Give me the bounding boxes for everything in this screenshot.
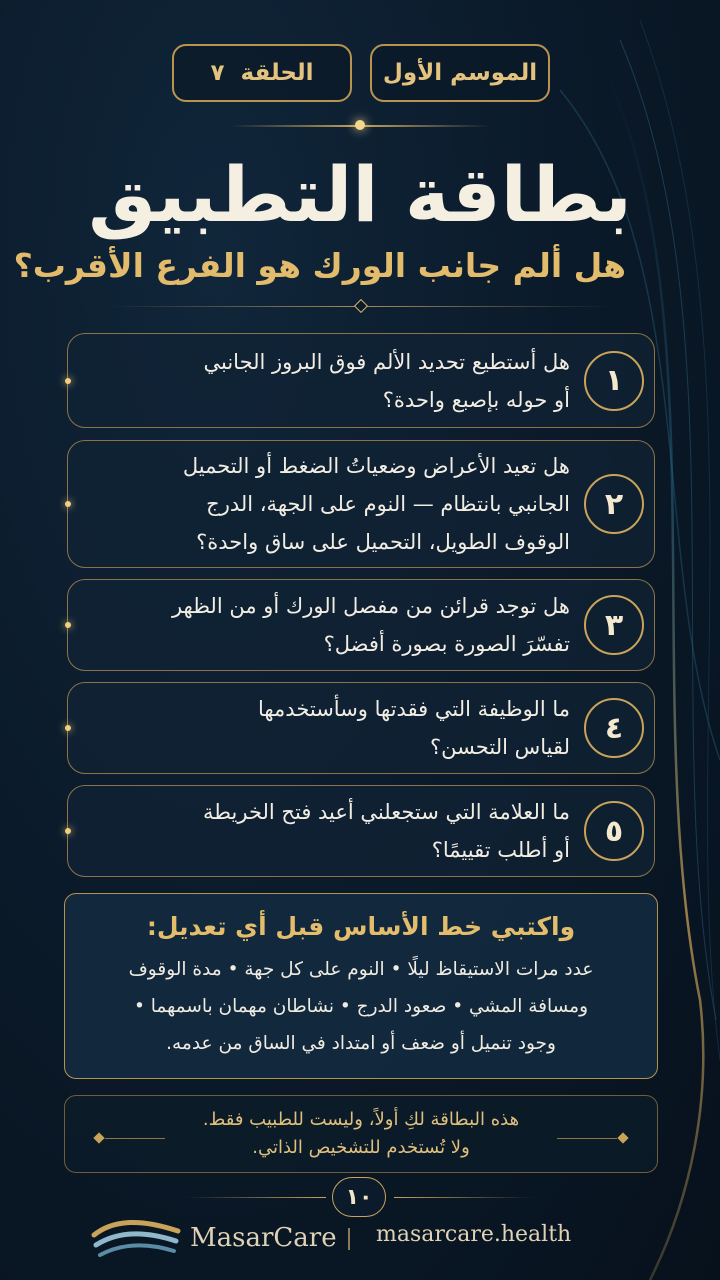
question-line: الوقوف الطويل، التحميل على ساق واحدة؟: [196, 530, 570, 554]
baseline-box: [64, 893, 658, 1079]
page-number-rule-right: [394, 1197, 534, 1198]
question-text: [68, 343, 570, 419]
baseline-line: عدد مرات الاستيقاظ ليلًا • النوم على كل جهة • مدة الوقوف: [128, 959, 594, 980]
question-card-5: [67, 785, 655, 877]
episode-label: الحلقة: [240, 60, 314, 86]
brand-name: MasarCare: [190, 1223, 337, 1253]
card-edge-dot: [65, 725, 71, 731]
question-line: ما العلامة التي ستجعلني أعيد فتح الخريطة: [203, 800, 570, 824]
question-line: لقياس التحسن؟: [429, 735, 570, 759]
diamond-icon: [354, 299, 368, 313]
card-edge-dot: [65, 378, 71, 384]
question-line: تفسّرَ الصورة بصورة أفضل؟: [323, 632, 570, 656]
question-line: هل تعيد الأعراض وضعياتُ الضغط أو التحميل: [182, 454, 570, 478]
baseline-line: ومسافة المشي • صعود الدرج • نشاطان مهمان باسمهما •: [133, 996, 589, 1017]
question-line: الجانبي بانتظام — النوم على الجهة، الدرج: [206, 492, 570, 516]
question-card-3: [67, 579, 655, 671]
disclaimer-rule-right: [557, 1138, 617, 1139]
question-card-2: [67, 440, 655, 568]
disclaimer-line-1: هذه البطاقة لكِ أولاً، وليست للطبيب فقط.: [202, 1109, 520, 1130]
card-edge-dot: [65, 828, 71, 834]
header-divider-star: [355, 120, 365, 130]
question-line: أو حوله بإصبع واحدة؟: [382, 387, 570, 412]
question-line: هل توجد قرائن من مفصل الورك أو من الظهر: [171, 594, 570, 618]
question-number-badge: ١: [584, 351, 644, 411]
card-edge-dot: [65, 622, 71, 628]
question-line: ما الوظيفة التي فقدتها وسأستخدمها: [257, 697, 570, 721]
brand-separator: [348, 1228, 350, 1250]
question-text: [68, 793, 570, 869]
question-card-1: [67, 333, 655, 428]
question-text: [68, 587, 570, 663]
question-number-badge: ٤: [584, 698, 644, 758]
page-subtitle: هل ألم جانب الورك هو الفرع الأقرب؟: [13, 246, 626, 285]
baseline-line: وجود تنميل أو ضعف أو امتداد في الساق من عدمه.: [166, 1033, 556, 1054]
baseline-title: واكتبي خط الأساس قبل أي تعديل:: [146, 912, 576, 941]
season-badge: [370, 44, 550, 102]
page-number: ١٠: [332, 1177, 386, 1217]
disclaimer-line-2: ولا تُستخدم للتشخيص الذاتي.: [252, 1137, 470, 1158]
question-text: [68, 447, 570, 561]
question-text: [68, 690, 570, 766]
episode-badge: [172, 44, 352, 102]
episode-number: ٧: [210, 60, 225, 86]
question-card-4: [67, 682, 655, 774]
baseline-body: [65, 951, 657, 1062]
question-number-badge: ٢: [584, 474, 644, 534]
card-edge-dot: [65, 501, 71, 507]
disclaimer-box: [64, 1095, 658, 1173]
brand-block: [90, 1210, 337, 1266]
disclaimer-rule-left: [105, 1138, 165, 1139]
question-line: أو أطلب تقييمًا؟: [431, 838, 570, 862]
page-title: بطاقة التطبيق: [88, 150, 632, 239]
question-line: هل أستطيع تحديد الألم فوق البروز الجانبي: [203, 349, 570, 374]
question-number-badge: ٣: [584, 595, 644, 655]
page-number-rule-left: [186, 1197, 326, 1198]
question-number-badge: ٥: [584, 801, 644, 861]
season-label: الموسم الأول: [382, 60, 538, 86]
masarcare-logo-icon: [90, 1213, 182, 1263]
brand-url-link[interactable]: masarcare.health: [376, 1222, 572, 1247]
